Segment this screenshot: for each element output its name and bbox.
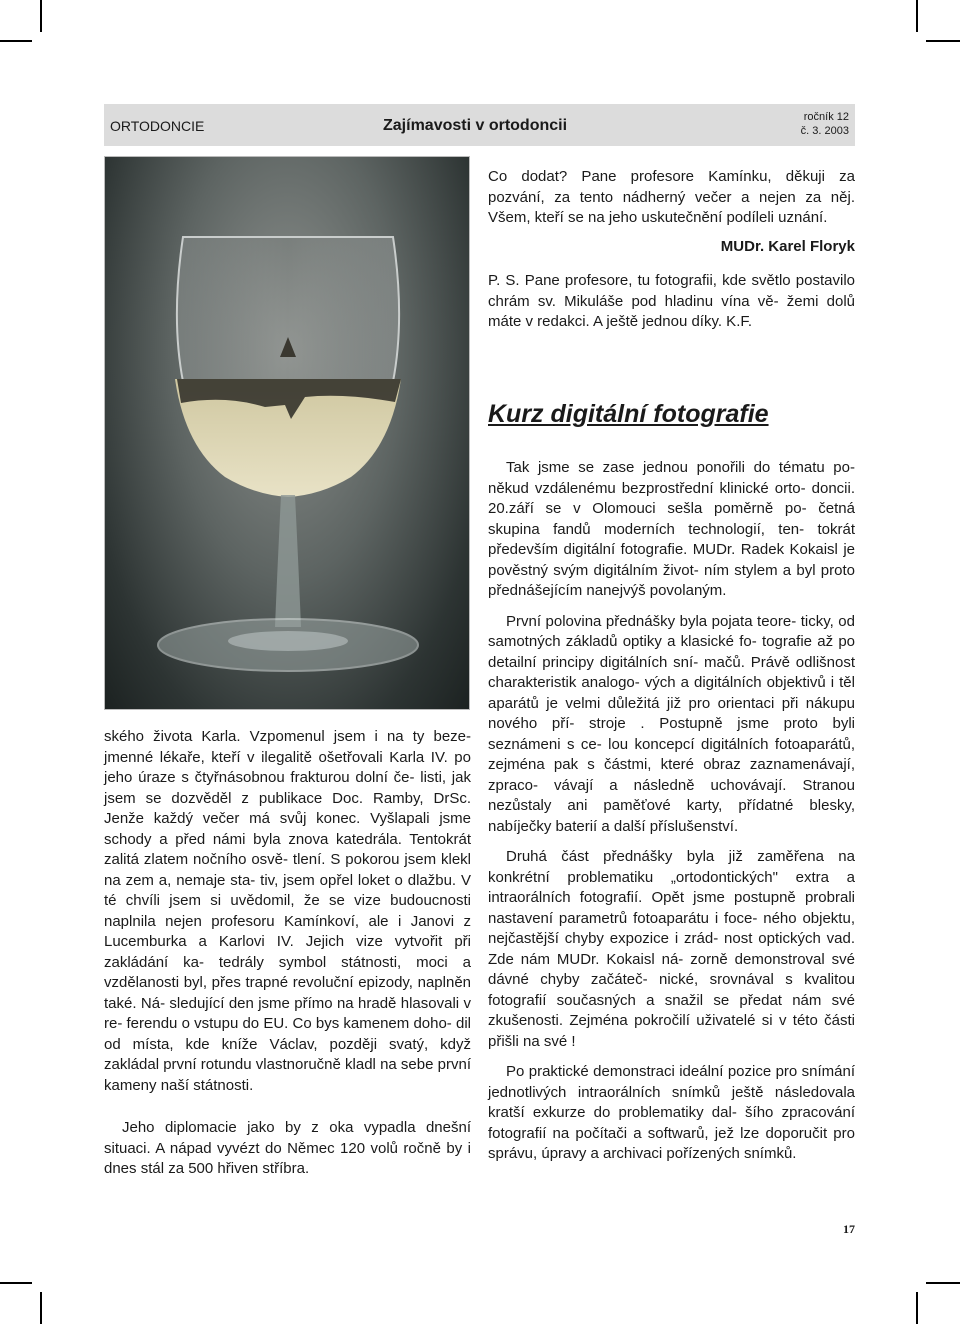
article-paragraph: První polovina přednášky byla pojata teore- ticky, od samotných základů optiky a klasické fo- tografie až po detailní principy digitálních sní- mačů. Právě odlišnost charakteristik analogo- vých a digitálních objektivů i těl aparátů je velmi důležitá již pro orientaci při nákupu nového pří- stroje . Postupně jsme proto byli seznámeni s ce- lou koncepcí digitálních fotoaparátů, zejména pak s částmi, které obraz zaznamenávají, zpraco- vávají a následně uchovávají. Stranou nezůstaly ani paměťové karty, přídatné blesky, nabíječky baterií a další příslušenství. [488,612,855,835]
section-label: ORTODONCIE [110,118,205,134]
crop-mark [916,1292,918,1324]
crop-mark [926,1282,960,1284]
left-paragraph: ského života Karla. Vzpomenul jsem i na ty beze- jmenné lékaře, kteří v ilegalitě ošetřovali Karla IV. po jeho úraze s čtyřnásobnou frakturou dolní če- listi, jak jsem se dozvěděl z publikace Doc. Ramby, DrSc. Jenže každý večer má svůj konec. Vyšlapali jsme schody a před námi byla znova katedrála. Tentokrát zalitá zlatem nočního osvě- tlení. S pokorou jsem klekl na zem a, nemaje sta- tiv, jsem opřel loket o dlažbu. V té chvíli jsem si uvědomil, že se vize budoucnosti naplnila nejen profesoru Kamínkoví, ale i Janovi z Lucemburka a Karlovi IV. Jejich vize vytvořit při zakládání ka- tedrály symbol státnosti, moci a vzdělanosti byl, přes trapné revoluční epizody, naplněn také. Ná- sledující den jsme přímo na hradě hlasovali v re- ferendu o vstupu do EU. Co bys kamenem doho- dil od místa, kde kníže Václav, později svatý, když zakládal první rotundu vlastnoručně kladl na sebe první kameny naší státnosti. [104,728,471,1094]
page-title: Zajímavosti v ortodoncii [383,117,568,134]
page-header [104,104,855,146]
right-top-column [488,167,855,333]
article-heading: Kurz digitální fotografie [488,400,769,428]
wine-glass-photo [104,156,470,710]
crop-mark [40,0,42,32]
crop-mark [926,40,960,42]
crop-mark [916,0,918,32]
article-body [488,458,855,1165]
left-paragraph: Jeho diplomacie jako by z oka vypadla dnešní situaci. A nápad vyvézt do Němec 120 volů ročně by i dnes stál za 500 hřiven stříbra. [104,1119,471,1177]
closing-paragraph: Co dodat? Pane profesore Kamínku, děkuji za pozvání, za tento nádherný večer a nejen za něj. Všem, kteří se na jeho uskutečnění podíleli uznání. [488,168,855,226]
crop-mark [40,1292,42,1324]
left-column [104,727,471,1180]
postscript: P. S. Pane profesore, tu fotografii, kde světlo postavilo chrám sv. Mikuláše pod hladinu vína vě- žemi dolů máte v redakci. A ještě jednou díky. K.F. [488,272,855,330]
page-number: 17 [843,1222,855,1236]
volume-label: ročník 12 [803,111,849,123]
article-paragraph: Druhá část přednášky byla již zaměřena na konkrétní problematiku „ortodontických" extra a intraorálních fotografií. Opět jsme postupně probrali nastavení parametrů fotoaparátu i foce- ného objektu, nejčastější chyby expozice i zrád- nost optických vad. Zde nám MUDr. Kokaisl ná- zorně demonstroval své dávné chyby začáteč- nické, srovnával s kvalitou fotografií současných a snažil se předat nám své zkušenosti. Zejména pokročilí uživatelé si v této části přišli na své ! [488,848,855,1050]
wine-glass-illustration [105,157,470,710]
crop-mark [0,40,32,42]
article-paragraph: Po praktické demonstraci ideální pozice pro snímání jednotlivých intraorálních snímků ještě následovala kratší exkurze do problematiky dal- šího zpracování fotografií na počítači a softwarů, jež lze doporučit pro správu, úpravy a archivaci pořízených snímků. [488,1063,855,1162]
issue-label: č. 3. 2003 [800,125,849,137]
article-paragraph: Tak jsme se zase jednou ponořili do tématu po- někud vzdálenému bezprostřední klinické orto- doncii. 20.září se v Olomouci sešla poměrně po- četná skupina fandů moderních technologií, ten- tokrát především digitální fotografie. MUDr. Radek Kokaisl je pověstný svým digitálním život- ním stylem a byl proto přednášejícím nanejvýš povolaným. [488,459,855,599]
author-signature: MUDr. Karel Floryk [720,237,855,255]
crop-mark [0,1282,32,1284]
issue-info [801,110,849,138]
